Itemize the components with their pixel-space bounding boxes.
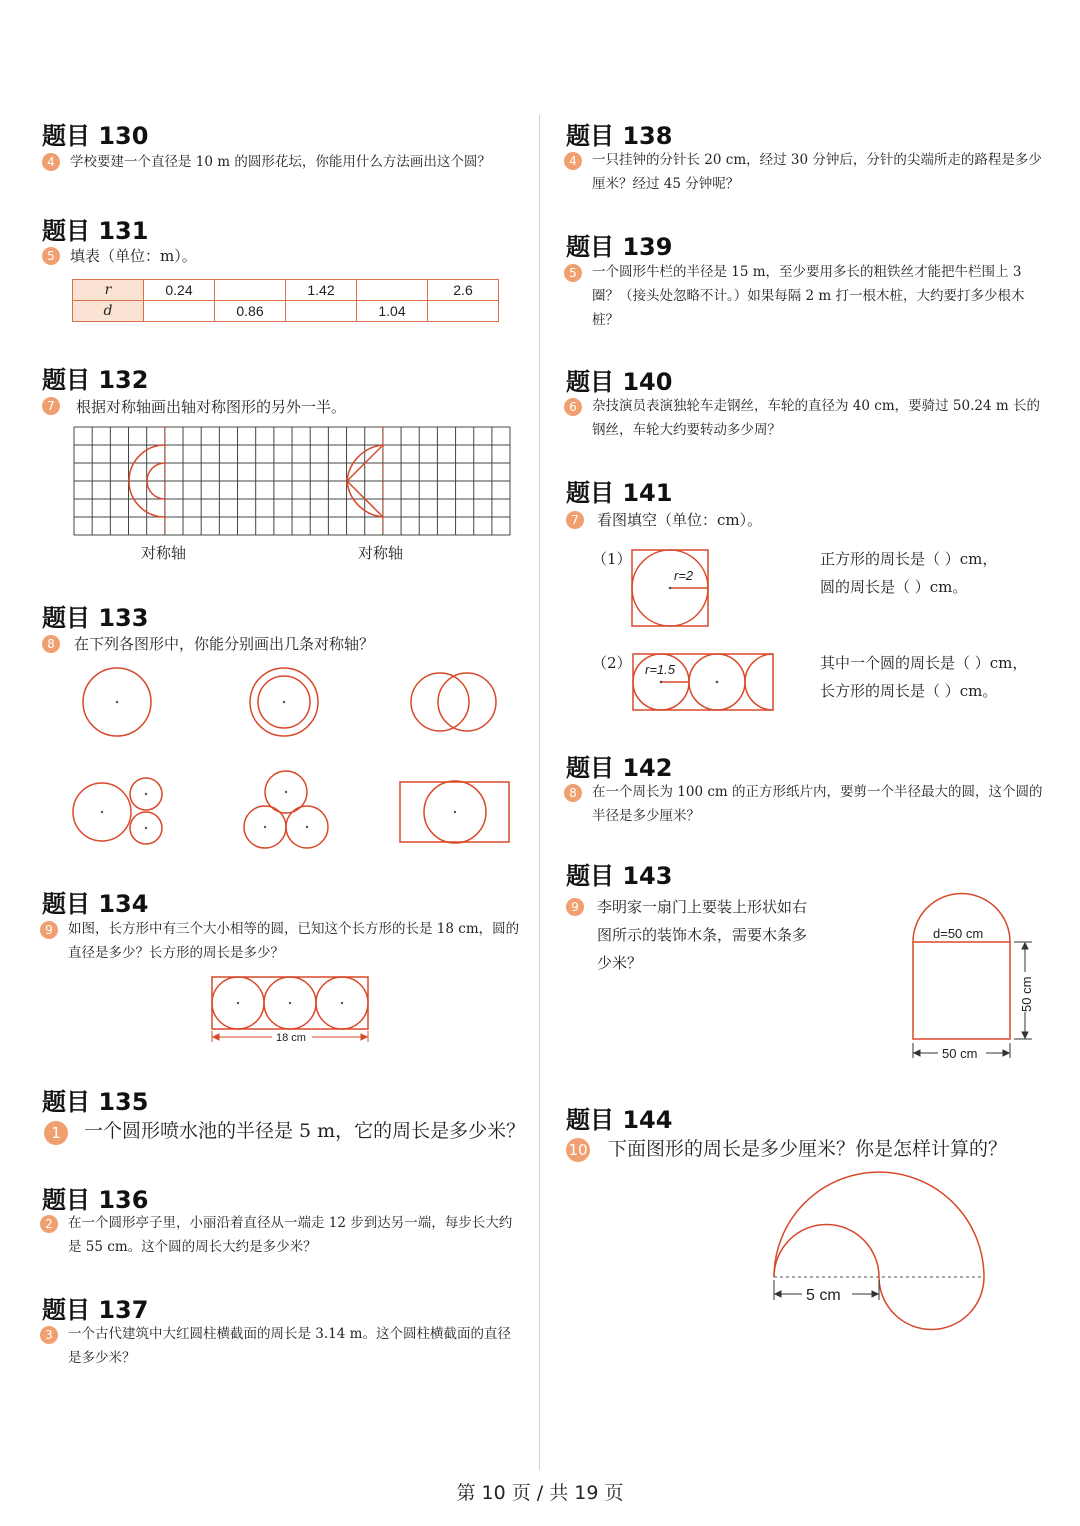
problem-number-badge: 7 [566,511,584,529]
problem-title-139: 题目 139 [566,233,673,261]
lower-semicircle-shape [879,1277,984,1330]
problem-number-badge: 5 [564,264,582,282]
problem-title-130: 题目 130 [42,122,149,150]
problem-title-140: 题目 140 [566,368,673,396]
problem-text-131: 填表（单位：m）。 [70,247,197,265]
problem-number-badge: 10 [566,1138,590,1162]
large-semicircle-shape [774,1172,984,1277]
diameter-label: d=50 cm [933,926,984,941]
problem-number-badge: 2 [40,1215,58,1233]
table-cell: 1.04 [357,301,428,322]
problem-title-137: 题目 137 [42,1296,149,1324]
axis-label: 对称轴 [358,544,404,562]
table-cell: 2.6 [428,280,499,301]
fill-blank-line: 其中一个圆的周长是（ ）cm， [820,654,1028,672]
problem-number-badge: 9 [40,921,58,939]
problem-text-143: 李明家一扇门上要装上形状如右图所示的装饰木条，需要木条多少米？ [597,898,808,972]
table-header-d: d [73,301,144,322]
fill-blank-line: 圆的周长是（ ）cm。 [820,578,968,596]
dimension-label: 5 cm [806,1287,841,1304]
problem-text-138: 一只挂钟的分针长 20 cm，经过 30 分钟后，分针的尖端所走的路程是多少厘米？经过 45 分钟呢？ [592,152,1042,192]
problem-title-138: 题目 138 [566,122,673,150]
fill-blank-line: 长方形的周长是（ ）cm。 [820,682,998,700]
problem-number-badge: 8 [42,635,60,653]
table-header-r: r [73,280,144,301]
table-cell: 0.86 [215,301,286,322]
fill-blank-line: 正方形的周长是（ ）cm， [820,550,998,568]
problem-text-141: 看图填空（单位：cm）。 [597,511,763,529]
part-label: （2） [592,654,632,672]
problem-number-badge: 4 [564,152,582,170]
problem-number-badge: 9 [566,898,584,916]
problem-number-badge: 1 [44,1121,68,1145]
axis-label: 对称轴 [141,544,187,562]
problem-title-135: 题目 135 [42,1088,149,1116]
problem-title-142: 题目 142 [566,754,673,782]
problem-number-badge: 8 [564,784,582,802]
problem-text-137: 一个古代建筑中大红圆柱横截面的周长是 3.14 m。这个圆柱横截面的直径是多少米？ [68,1326,511,1366]
problem-title-136: 题目 136 [42,1186,149,1214]
problem-text-142: 在一个周长为 100 cm 的正方形纸片内，要剪一个半径最大的圆，这个圆的半径是多少厘米？ [592,784,1043,824]
problem-text-130: 学校要建一个直径是 10 m 的圆形花坛，你能用什么方法画出这个圆？ [70,154,491,170]
problem-title-133: 题目 133 [42,604,149,632]
radius-label: r=2 [674,568,694,583]
width-label: 50 cm [942,1046,978,1061]
problem-number-badge: 5 [42,247,60,265]
radius-label: r=1.5 [645,662,675,677]
problem-text-139: 一个圆形牛栏的半径是 15 m，至少要用多长的粗铁丝才能把牛栏围上 3 圈？（接头处忽略不计。）如果每隔 2 m 打一根木桩，大约要打多少根木桩？ [592,264,1025,328]
table-cell: 0.24 [144,280,215,301]
problem-title-134: 题目 134 [42,890,149,918]
height-label: 50 cm [1019,976,1034,1012]
dimension-label: 18 cm [276,1032,306,1044]
problem-title-132: 题目 132 [42,366,149,394]
problem-text-140: 杂技演员表演独轮车走钢丝，车轮的直径为 40 cm，要骑过 50.24 m 长的钢丝，车轮大约要转动多少周？ [592,398,1040,438]
problem-text-132: 根据对称轴画出轴对称图形的另外一半。 [76,398,347,416]
part-label: （1） [592,550,632,568]
page-footer: 第 10 页 / 共 19 页 [456,1482,624,1504]
problem-title-131: 题目 131 [42,217,149,245]
problem-number-badge: 7 [42,397,60,415]
problem-title-141: 题目 141 [566,479,673,507]
problem-title-144: 题目 144 [566,1106,673,1134]
problem-text-135: 一个圆形喷水池的半径是 5 m，它的周长是多少米？ [84,1120,526,1142]
problem-number-badge: 3 [40,1326,58,1344]
problem-text-144: 下面图形的周长是多少厘米？你是怎样计算的？ [608,1138,1008,1160]
problem-text-136: 在一个圆形亭子里，小丽沿着直径从一端走 12 步到达另一端，每步长大约是 55 cm。这个圆的周长大约是多少米？ [68,1215,513,1255]
problem-number-badge: 6 [564,398,582,416]
small-semicircle-shape [774,1225,879,1277]
problem-text-133: 在下列各图形中，你能分别画出几条对称轴？ [74,635,375,653]
problem-title-143: 题目 143 [566,862,673,890]
table-cell: 1.42 [286,280,357,301]
problem-text-134: 如图，长方形中有三个大小相等的圆，已知这个长方形的长是 18 cm，圆的直径是多少？长方形的周长是多少？ [68,921,520,961]
problem-number-badge: 4 [42,153,60,171]
